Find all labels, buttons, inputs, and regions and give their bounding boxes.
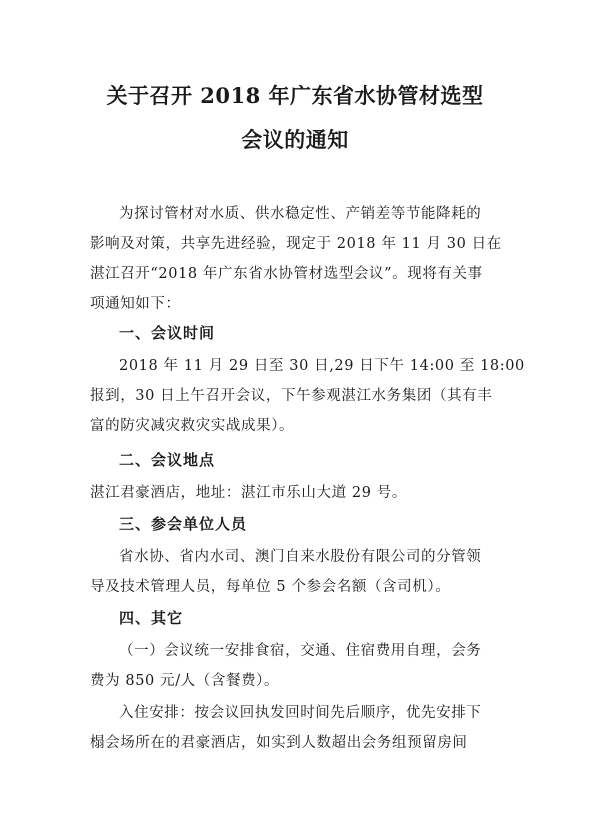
- paragraph-line: 富的防灾减灾救灾实战成果）。: [90, 418, 295, 434]
- intro-line: 影响及对策，共享先进经验，现定于 2018 年 11 月 30 日在: [90, 236, 502, 252]
- section-heading-time: 一、会议时间: [119, 324, 216, 342]
- paragraph-line: 报到，30 日上午召开会议，下午参观湛江水务集团（其有丰: [90, 388, 493, 404]
- paragraph-line: （一）会议统一安排食宿，交通、住宿费用自理，会务: [119, 643, 482, 659]
- paragraph-line: 导及技术管理人员，每单位 5 个参会名额（含司机）。: [90, 579, 451, 595]
- document-title-line-2: 会议的通知: [241, 127, 349, 152]
- paragraph-line: 省水协、省内水司、澳门自来水股份有限公司的分管领: [119, 549, 482, 565]
- section-heading-other: 四、其它: [119, 609, 184, 627]
- intro-line: 为探讨管材对水质、供水稳定性、产销差等节能降耗的: [119, 206, 482, 222]
- section-heading-location: 二、会议地点: [119, 451, 216, 469]
- paragraph-line: 湛江君豪酒店，地址：湛江市乐山大道 29 号。: [90, 485, 407, 501]
- document-title-line-1: 关于召开 2018 年广东省水协管材选型: [106, 83, 484, 108]
- paragraph-line: 费为 850 元/人（含餐费）。: [90, 673, 280, 689]
- section-heading-attendees: 三、参会单位人员: [119, 515, 248, 533]
- intro-line: 项通知如下：: [90, 296, 181, 312]
- paragraph-line: 2018 年 11 月 29 日至 30 日,29 日下午 14:00 至 18:00: [119, 358, 525, 374]
- paragraph-line: 榻会场所在的君豪酒店，如实到人数超出会务组预留房间: [90, 735, 468, 751]
- intro-line: 湛江召开“2018 年广东省水协管材选型会议”。现将有关事: [90, 266, 483, 282]
- paragraph-line: 入住安排：按会议回执发回时间先后顺序，优先安排下: [119, 705, 482, 721]
